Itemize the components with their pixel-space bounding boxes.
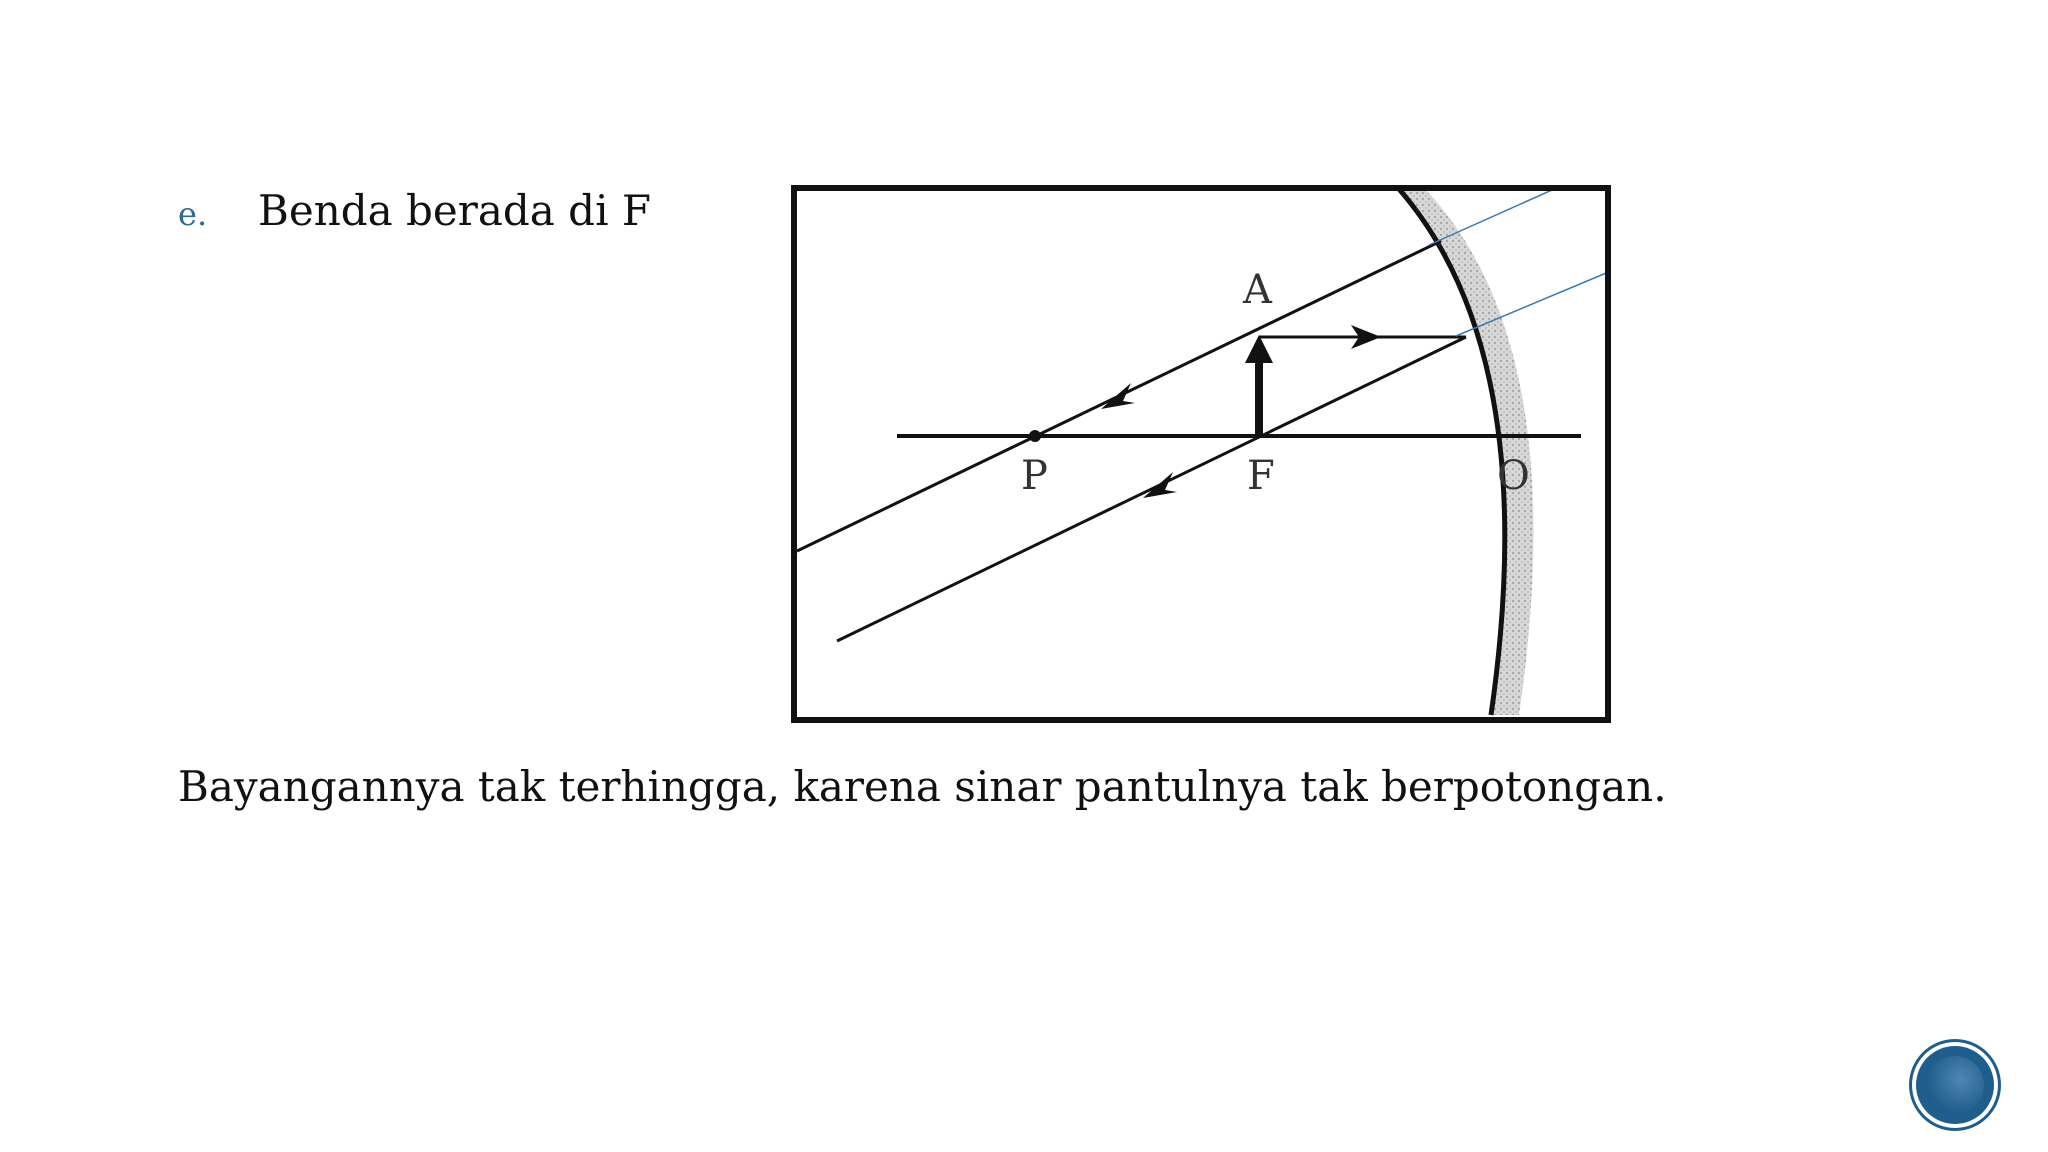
label-a: A [1243, 267, 1272, 313]
diagram-background [791, 185, 1611, 723]
bullet-item [178, 186, 651, 235]
slide-caption: Bayangannya tak terhingga, karena sinar pantulnya tak berpotongan. [178, 762, 1667, 811]
slide-nav-circle-inner [1926, 1056, 1984, 1114]
bullet-text: Benda berada di F [258, 186, 651, 235]
label-f: F [1247, 453, 1275, 499]
bullet-marker: e. [178, 195, 208, 233]
slide-nav-circle-icon[interactable] [1916, 1046, 1994, 1124]
label-o: O [1497, 453, 1530, 499]
label-p: P [1021, 453, 1048, 499]
concave-mirror-diagram [791, 185, 1611, 723]
